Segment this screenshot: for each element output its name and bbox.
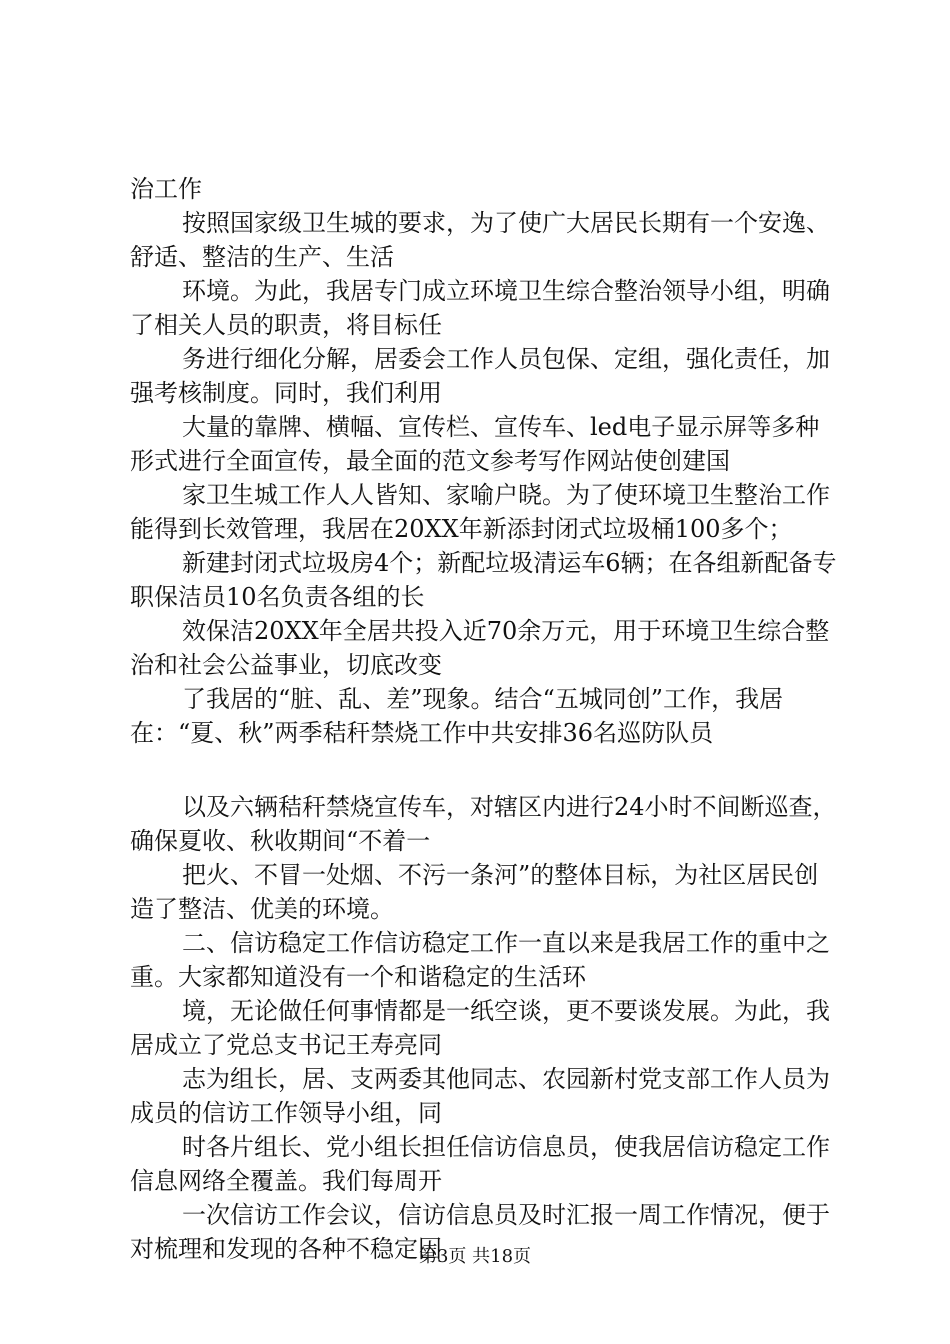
paragraph: 家卫生城工作人人皆知、家喻户晓。为了使环境卫生整治工作能得到长效管理，我居在20XX年新添封闭式垃圾桶100多个； — [130, 481, 830, 543]
paragraph: 大量的靠牌、横幅、宣传栏、宣传车、led电子显示屏等多种形式进行全面宣传，最全面的范文参考写作网站使创建国 — [130, 413, 820, 475]
paragraph: 了我居的“脏、乱、差”现象。结合“五城同创”工作，我居在：“夏、秋”两季秸秆禁烧工作中共安排36名巡防队员 — [130, 685, 784, 747]
document-body — [130, 172, 840, 1266]
paragraph: 时各片组长、党小组长担任信访信息员，使我居信访稳定工作信息网络全覆盖。我们每周开 — [130, 1133, 830, 1195]
paragraph: 境，无论做任何事情都是一纸空谈，更不要谈发展。为此，我居成立了党总支书记王寿亮同 — [130, 997, 830, 1059]
paragraph: 环境。为此，我居专门成立环境卫生综合整治领导小组，明确了相关人员的职责，将目标任 — [130, 277, 830, 339]
paragraph: 治工作 — [130, 175, 202, 203]
paragraph: 按照国家级卫生城的要求，为了使广大居民长期有一个安逸、舒适、整洁的生产、生活 — [130, 209, 830, 271]
paragraph: 一次信访工作会议，信访信息员及时汇报一周工作情况，便于对梳理和发现的各种不稳定因 — [130, 1201, 830, 1263]
paragraph: 以及六辆秸秆禁烧宣传车，对辖区内进行24小时不间断巡查，确保夏收、秋收期间“不着一 — [130, 793, 837, 855]
page-number-footer: 第3页 共18页 — [418, 1246, 532, 1267]
paragraph: 志为组长，居、支两委其他同志、农园新村党支部工作人员为成员的信访工作领导小组，同 — [130, 1065, 830, 1127]
paragraph: 新建封闭式垃圾房4个；新配垃圾清运车6辆；在各组新配备专职保洁员10名负责各组的长 — [130, 549, 837, 611]
paragraph: 务进行细化分解，居委会工作人员包保、定组，强化责任，加强考核制度。同时，我们利用 — [130, 345, 830, 407]
paragraph: 二、信访稳定工作信访稳定工作一直以来是我居工作的重中之重。大家都知道没有一个和谐稳定的生活环 — [130, 929, 830, 991]
paragraph: 把火、不冒一处烟、不污一条河”的整体目标，为社区居民创造了整洁、优美的环境。 — [130, 861, 819, 923]
paragraph: 效保洁20XX年全居共投入近70余万元，用于环境卫生综合整治和社会公益事业，切底改变 — [130, 617, 830, 679]
paragraph-gap — [130, 750, 840, 790]
